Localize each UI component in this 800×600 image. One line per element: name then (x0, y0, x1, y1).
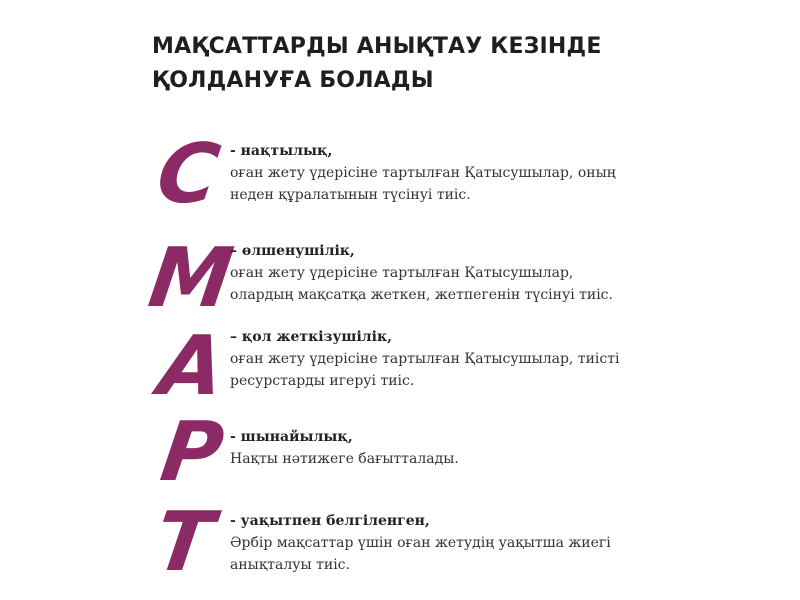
criterion-heading: – қол жеткізушілік, (230, 329, 392, 345)
smart-letter-r: Р (155, 405, 229, 500)
criterion-text: анықталуы тиіс. (230, 557, 350, 573)
criterion-text: Әрбір мақсаттар үшін оған жетудің уақытша жиегі (230, 535, 611, 551)
criterion-time-bound (230, 510, 630, 576)
criterion-text: ресурстарды игеруі тиіс. (230, 373, 415, 389)
criterion-specific (230, 140, 630, 206)
criterion-text: оған жету үдерісіне тартылған Қатысушылар, оның (230, 165, 616, 181)
smart-letter-t: Т (149, 495, 219, 590)
criterion-text: Нақты нәтижеге бағытталады. (230, 451, 459, 467)
smart-letter-a: А (153, 319, 231, 414)
criterion-measurable (230, 240, 630, 306)
criterion-text: неден құралатынын түсінуі тиіс. (230, 187, 471, 203)
criterion-heading: - нақтылық, (230, 143, 333, 159)
criterion-heading: – өлшенушілік, (230, 243, 355, 259)
smart-letter-s: С (151, 127, 225, 222)
smart-letter-m: М (143, 231, 239, 326)
title-line-2: ҚОЛДАНУҒА БОЛАДЫ (152, 68, 434, 93)
criterion-heading: - уақытпен белгіленген, (230, 513, 430, 529)
title-line-1: МАҚСАТТАРДЫ АНЫҚТАУ КЕЗІНДЕ (152, 34, 602, 59)
criterion-text: олардың мақсатқа жеткен, жетпегенін түсінуі тиіс. (230, 287, 613, 303)
page-title (152, 30, 712, 98)
criterion-text: оған жету үдерісіне тартылған Қатысушылар, тиісті (230, 351, 620, 367)
criterion-heading: - шынайылық, (230, 429, 353, 445)
criterion-text: оған жету үдерісіне тартылған Қатысушылар, (230, 265, 574, 281)
criterion-realistic (230, 426, 630, 470)
criterion-achievable (230, 326, 630, 392)
